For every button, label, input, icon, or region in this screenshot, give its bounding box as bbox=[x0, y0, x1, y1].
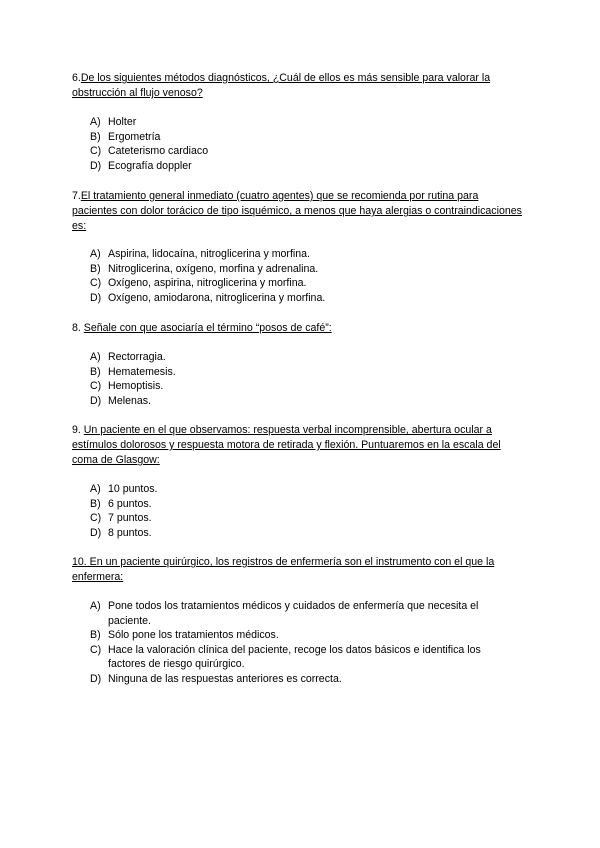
option-text: Hematemesis. bbox=[108, 365, 176, 378]
option-letter: A) bbox=[90, 116, 101, 128]
question-8 bbox=[72, 321, 522, 407]
question-text: De los siguientes métodos diagnósticos, ¿Cuál de ellos es más sensible para valorar la obstrucción al flujo venoso? bbox=[72, 72, 491, 99]
option-text: Nitroglicerina, oxígeno, morfina y adrenalina. bbox=[108, 262, 319, 275]
option-letter: D) bbox=[90, 672, 102, 685]
question-stem bbox=[72, 423, 522, 468]
option-d bbox=[90, 526, 520, 541]
question-text: 10. En un paciente quirúrgico, los registros de enfermería son el instrumento con el que la enfermera: bbox=[72, 556, 495, 583]
question-6 bbox=[72, 71, 522, 172]
option-letter: C) bbox=[90, 643, 102, 656]
question-text: Señale con que asociaría el término “posos de café”: bbox=[83, 322, 332, 334]
answer-options bbox=[90, 247, 520, 305]
option-letter: A) bbox=[90, 483, 101, 495]
option-c bbox=[90, 276, 520, 291]
option-text: Holter bbox=[108, 116, 137, 128]
option-b bbox=[90, 365, 520, 380]
option-letter: B) bbox=[90, 629, 101, 642]
option-text: 8 puntos. bbox=[108, 526, 152, 539]
question-text: El tratamiento general inmediato (cuatro agentes) que se recomienda por rutina para pacientes con dolor torácico de tipo isquémico, a menos que haya alergias o contraindicaciones es: bbox=[72, 190, 522, 232]
question-number: 8. bbox=[72, 322, 84, 334]
option-c bbox=[90, 511, 520, 526]
option-d bbox=[90, 159, 520, 174]
option-letter: C) bbox=[90, 145, 102, 158]
answer-options bbox=[90, 599, 520, 687]
option-text: 7 puntos. bbox=[108, 512, 152, 525]
option-letter: C) bbox=[90, 512, 102, 525]
option-letter: B) bbox=[90, 365, 101, 378]
option-letter: D) bbox=[90, 526, 102, 539]
option-a bbox=[90, 482, 520, 497]
question-stem bbox=[72, 555, 522, 585]
answer-options bbox=[90, 115, 520, 173]
option-text: Hemoptisis. bbox=[108, 380, 164, 393]
option-c bbox=[90, 643, 520, 672]
question-number: 9. bbox=[72, 424, 84, 436]
question-number: 6. bbox=[72, 72, 81, 84]
option-text: Aspirina, lidocaína, nitroglicerina y morfina. bbox=[108, 248, 310, 260]
option-a bbox=[90, 115, 520, 130]
option-letter: A) bbox=[90, 600, 101, 612]
question-stem bbox=[72, 71, 522, 101]
question-10 bbox=[72, 555, 522, 685]
option-a bbox=[90, 247, 520, 262]
option-b bbox=[90, 628, 520, 643]
option-b bbox=[90, 130, 520, 145]
option-letter: D) bbox=[90, 291, 102, 304]
question-stem bbox=[72, 189, 522, 234]
option-d bbox=[90, 672, 520, 687]
option-text: 6 puntos. bbox=[108, 497, 152, 510]
option-text: Pone todos los tratamientos médicos y cuidados de enfermería que necesita el paciente. bbox=[108, 600, 479, 627]
option-text: Sólo pone los tratamientos médicos. bbox=[108, 629, 279, 642]
option-a bbox=[90, 350, 520, 365]
option-text: Oxígeno, amiodarona, nitroglicerina y morfina. bbox=[108, 291, 326, 304]
option-text: 10 puntos. bbox=[108, 483, 158, 495]
option-text: Ergometría bbox=[108, 130, 161, 143]
option-text: Ninguna de las respuestas anteriores es correcta. bbox=[108, 672, 342, 685]
option-text: Cateterismo cardiaco bbox=[108, 145, 209, 158]
question-stem bbox=[72, 321, 522, 336]
option-b bbox=[90, 497, 520, 512]
option-letter: C) bbox=[90, 277, 102, 290]
option-text: Rectorragia. bbox=[108, 351, 166, 363]
option-letter: A) bbox=[90, 351, 101, 363]
option-letter: D) bbox=[90, 159, 102, 172]
option-letter: B) bbox=[90, 262, 101, 275]
option-c bbox=[90, 144, 520, 159]
option-a bbox=[90, 599, 520, 628]
option-b bbox=[90, 262, 520, 277]
answer-options bbox=[90, 482, 520, 540]
option-text: Melenas. bbox=[108, 394, 151, 407]
option-d bbox=[90, 291, 520, 306]
option-text: Ecografía doppler bbox=[108, 159, 192, 172]
option-letter: A) bbox=[90, 248, 101, 260]
question-9 bbox=[72, 423, 522, 539]
answer-options bbox=[90, 350, 520, 408]
option-letter: B) bbox=[90, 130, 101, 143]
option-c bbox=[90, 379, 520, 394]
option-text: Hace la valoración clínica del paciente, recoge los datos básicos e identifica los factores de riesgo quirúrgico. bbox=[108, 643, 481, 671]
option-letter: D) bbox=[90, 394, 102, 407]
question-text: Un paciente en el que observamos: respuesta verbal incomprensible, abertura ocular a estímulos dolorosos y respuesta motora de retirada y flexión. Puntuaremos en la escala del coma de Glasgow: bbox=[72, 424, 501, 466]
question-number: 7. bbox=[72, 190, 81, 202]
question-7 bbox=[72, 189, 522, 304]
option-text: Oxígeno, aspirina, nitroglicerina y morfina. bbox=[108, 277, 307, 290]
option-letter: B) bbox=[90, 497, 101, 510]
option-d bbox=[90, 394, 520, 409]
option-letter: C) bbox=[90, 380, 102, 393]
